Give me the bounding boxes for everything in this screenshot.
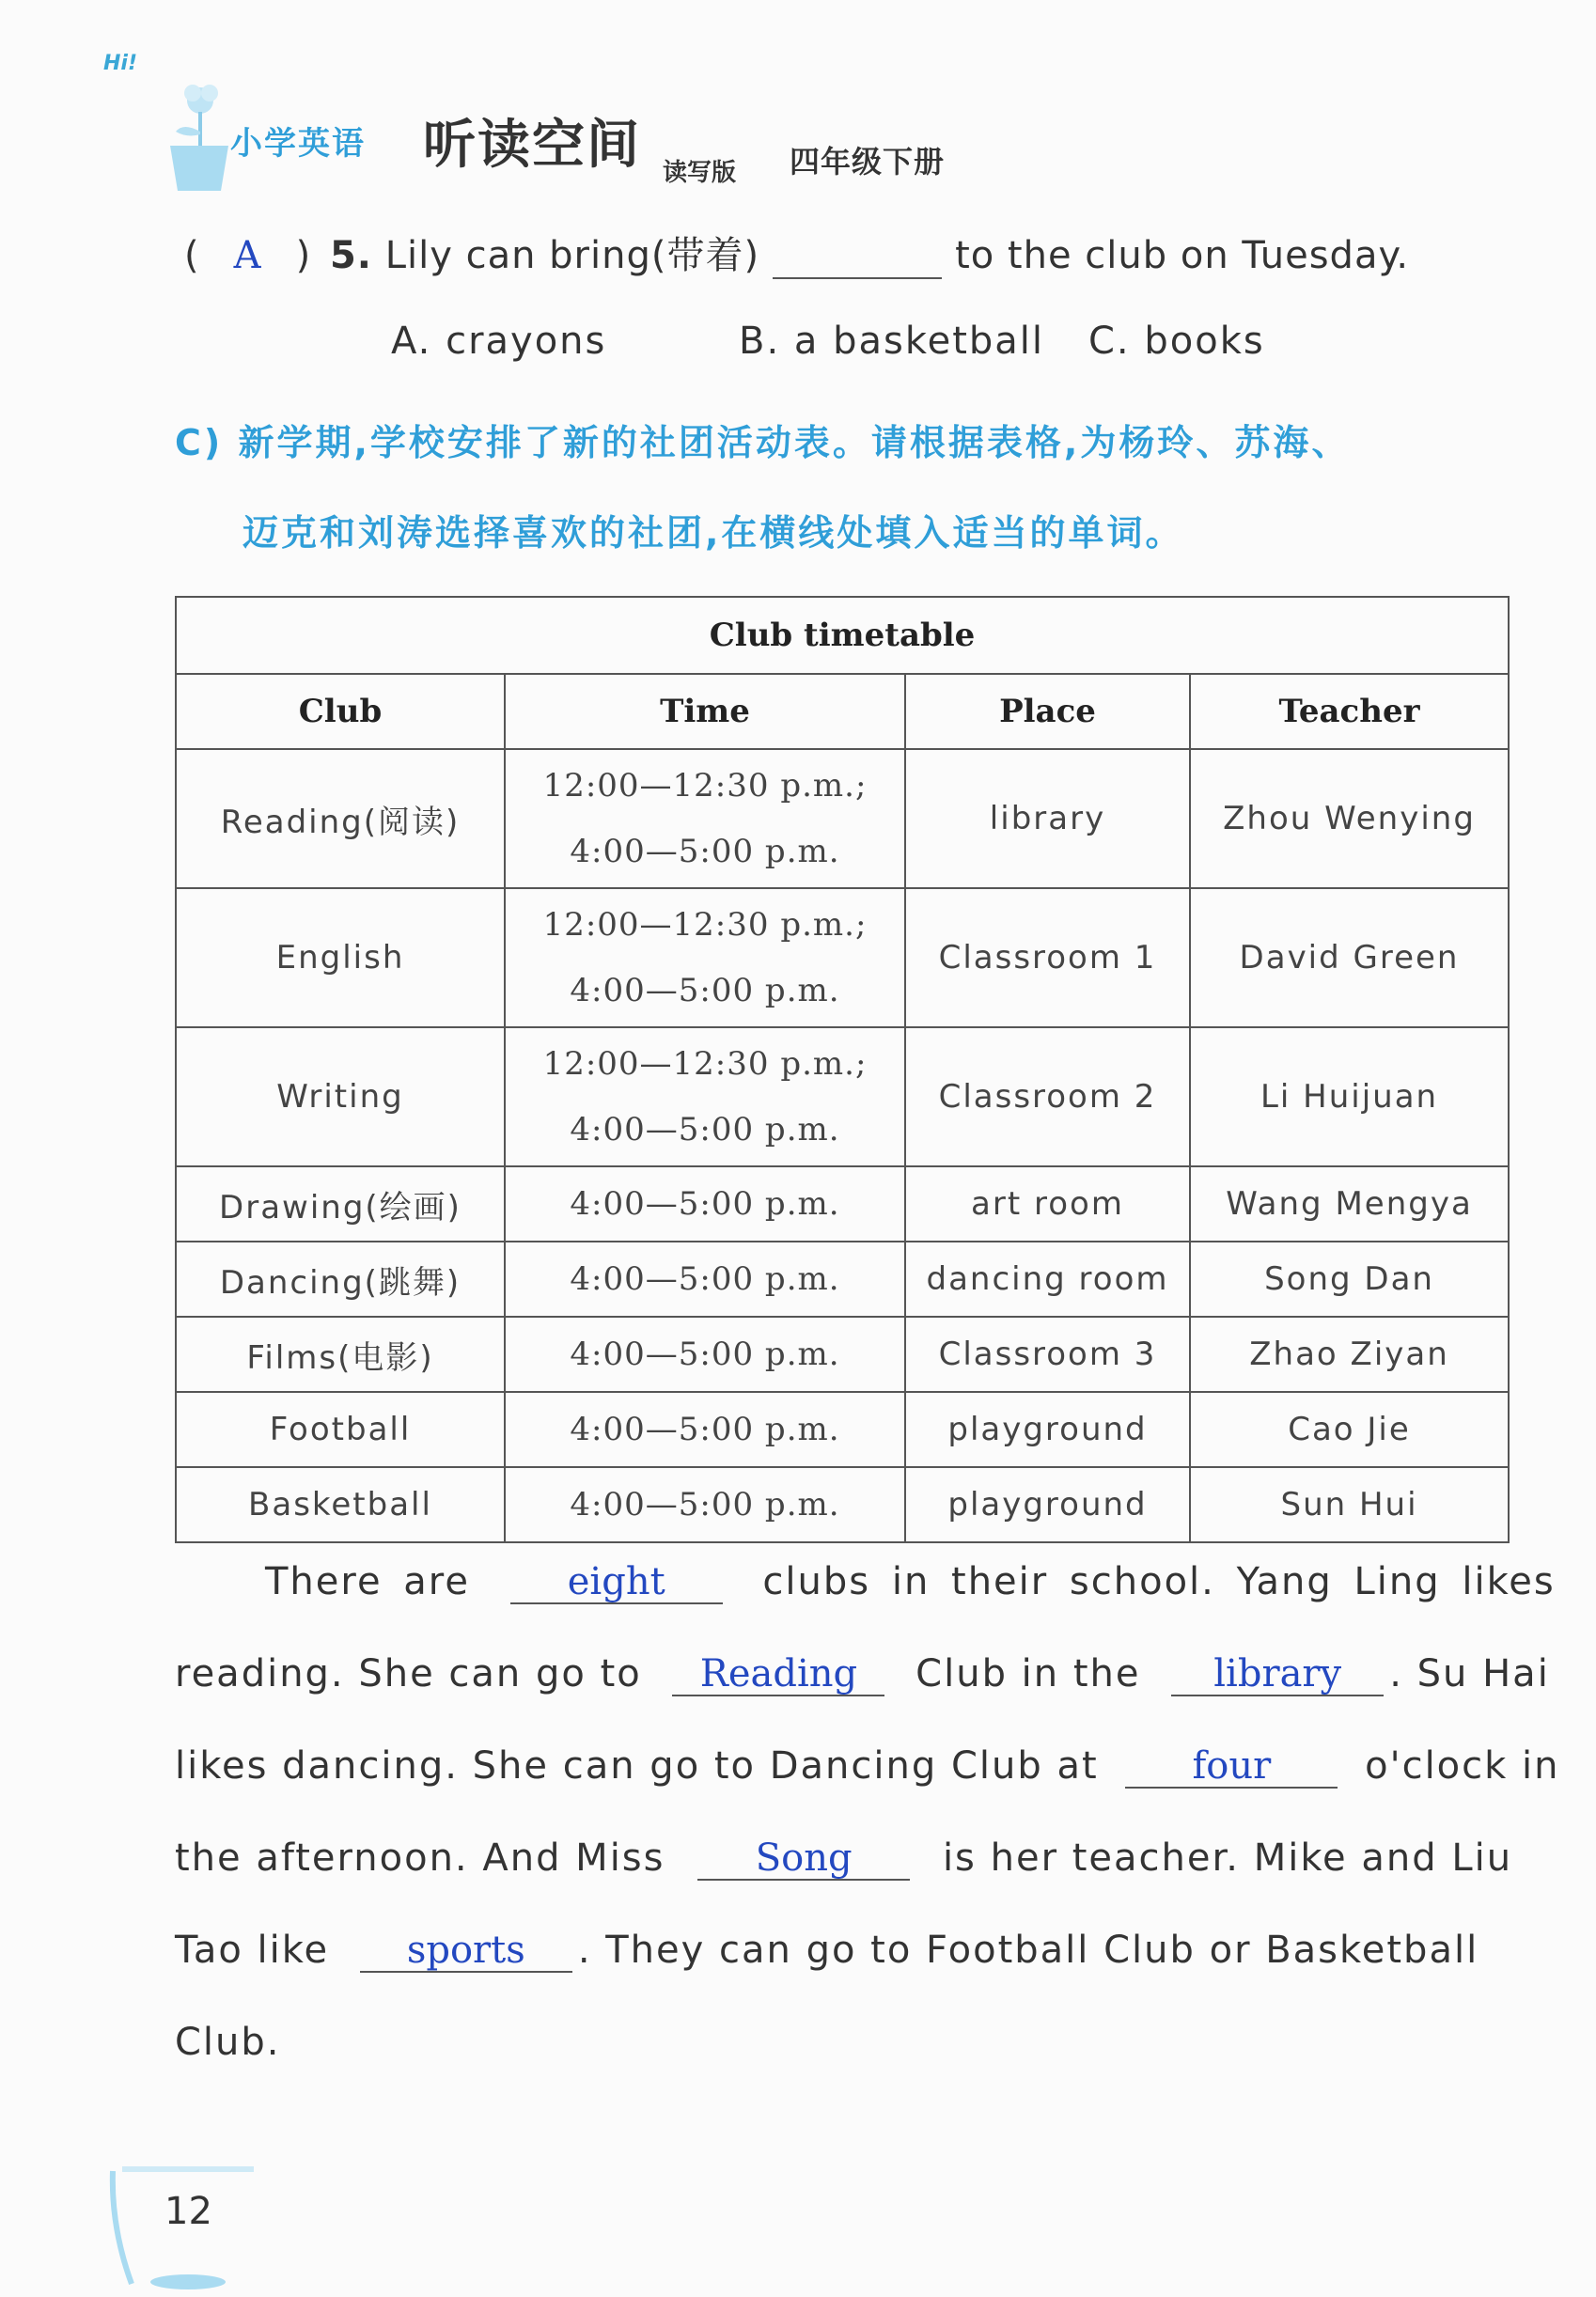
club-time: 12:00—12:30 p.m.; 4:00—5:00 p.m. bbox=[505, 1027, 905, 1166]
club-place: dancing room bbox=[905, 1242, 1190, 1317]
table-row bbox=[176, 1317, 1509, 1392]
table-row bbox=[176, 749, 1509, 888]
table-row bbox=[176, 1467, 1509, 1542]
answer-close-paren: ) bbox=[295, 234, 312, 277]
answer-open-paren: ( bbox=[184, 234, 200, 277]
passage-line-1: There are eight clubs in their school. Yang Ling likes bbox=[265, 1560, 1556, 1603]
option-a: A. crayons bbox=[391, 320, 607, 363]
club-teacher: Li Huijuan bbox=[1190, 1027, 1509, 1166]
club-name: Drawing(绘画) bbox=[176, 1166, 505, 1242]
club-place: Classroom 3 bbox=[905, 1317, 1190, 1392]
club-time: 4:00—5:00 p.m. bbox=[505, 1166, 905, 1242]
club-time: 4:00—5:00 p.m. bbox=[505, 1467, 905, 1542]
page-number: 12 bbox=[164, 2190, 212, 2233]
answer-blank-5: Song bbox=[697, 1837, 910, 1881]
club-time: 4:00—5:00 p.m. bbox=[505, 1242, 905, 1317]
club-time: 4:00—5:00 p.m. bbox=[505, 1392, 905, 1467]
option-b: B. a basketball bbox=[739, 320, 1044, 363]
club-place: playground bbox=[905, 1467, 1190, 1542]
club-time: 12:00—12:30 p.m.; 4:00—5:00 p.m. bbox=[505, 749, 905, 888]
club-name: Films(电影) bbox=[176, 1317, 505, 1392]
table-row bbox=[176, 888, 1509, 1027]
answer-blank-4: four bbox=[1125, 1745, 1338, 1789]
grade-label: 四年级下册 bbox=[790, 144, 946, 180]
club-time: 4:00—5:00 p.m. bbox=[505, 1317, 905, 1392]
club-place: Classroom 1 bbox=[905, 888, 1190, 1027]
option-c: C. books bbox=[1088, 320, 1265, 363]
hi-badge: Hi! bbox=[103, 52, 137, 75]
answer-blank bbox=[773, 240, 942, 279]
table-title: Club timetable bbox=[176, 597, 1509, 674]
answer-blank-1: eight bbox=[510, 1561, 723, 1604]
club-timetable bbox=[175, 596, 1510, 1543]
edition-label: 读写版 bbox=[663, 159, 737, 187]
club-name: Reading(阅读) bbox=[176, 749, 505, 888]
table-row bbox=[176, 1027, 1509, 1166]
club-time: 12:00—12:30 p.m.; 4:00—5:00 p.m. bbox=[505, 888, 905, 1027]
header-club: Club bbox=[176, 674, 505, 749]
question-stem-end: to the club on Tuesday. bbox=[955, 234, 1410, 277]
club-name: Writing bbox=[176, 1027, 505, 1166]
club-place: art room bbox=[905, 1166, 1190, 1242]
answer-blank-6: sports bbox=[360, 1930, 572, 1973]
club-teacher: Cao Jie bbox=[1190, 1392, 1509, 1467]
table-row bbox=[176, 1242, 1509, 1317]
instruction-line-1: C) 新学期,学校安排了新的社团活动表。请根据表格,为杨玲、苏海、 bbox=[175, 422, 1351, 463]
club-teacher: Zhao Ziyan bbox=[1190, 1317, 1509, 1392]
club-place: playground bbox=[905, 1392, 1190, 1467]
header-place: Place bbox=[905, 674, 1190, 749]
club-teacher: Wang Mengya bbox=[1190, 1166, 1509, 1242]
table-row bbox=[176, 1166, 1509, 1242]
page-header bbox=[103, 52, 1043, 202]
brand-title: 听读空间 bbox=[423, 115, 641, 176]
club-place: library bbox=[905, 749, 1190, 888]
club-name: English bbox=[176, 888, 505, 1027]
header-time: Time bbox=[505, 674, 905, 749]
series-title: 小学英语 bbox=[230, 125, 366, 163]
answer-choice: A bbox=[233, 234, 262, 277]
answer-blank-2: Reading bbox=[672, 1653, 884, 1696]
club-teacher: David Green bbox=[1190, 888, 1509, 1027]
club-name: Dancing(跳舞) bbox=[176, 1242, 505, 1317]
table-row bbox=[176, 1392, 1509, 1467]
plant-icon bbox=[155, 80, 230, 193]
answer-blank-3: library bbox=[1171, 1653, 1384, 1696]
passage-line-5: Tao like sports . They can go to Football Club or Basketball bbox=[175, 1929, 1479, 1972]
club-teacher: Song Dan bbox=[1190, 1242, 1509, 1317]
passage-line-6: Club. bbox=[175, 2021, 281, 2064]
club-place: Classroom 2 bbox=[905, 1027, 1190, 1166]
question-number: 5. bbox=[329, 234, 372, 277]
passage-line-2: reading. She can go to Reading Club in the library . Su Hai bbox=[175, 1652, 1550, 1695]
header-teacher: Teacher bbox=[1190, 674, 1509, 749]
club-name: Football bbox=[176, 1392, 505, 1467]
instruction-line-2: 迈克和刘涛选择喜欢的社团,在横线处填入适当的单词。 bbox=[243, 512, 1184, 554]
passage-line-3: likes dancing. She can go to Dancing Club at four o'clock in bbox=[175, 1744, 1560, 1788]
club-teacher: Sun Hui bbox=[1190, 1467, 1509, 1542]
club-teacher: Zhou Wenying bbox=[1190, 749, 1509, 888]
question-5 bbox=[179, 226, 1409, 279]
club-name: Basketball bbox=[176, 1467, 505, 1542]
question-stem-start: Lily can bring(带着) bbox=[384, 234, 760, 277]
passage-line-4: the afternoon. And Miss Song is her teacher. Mike and Liu bbox=[175, 1836, 1513, 1880]
